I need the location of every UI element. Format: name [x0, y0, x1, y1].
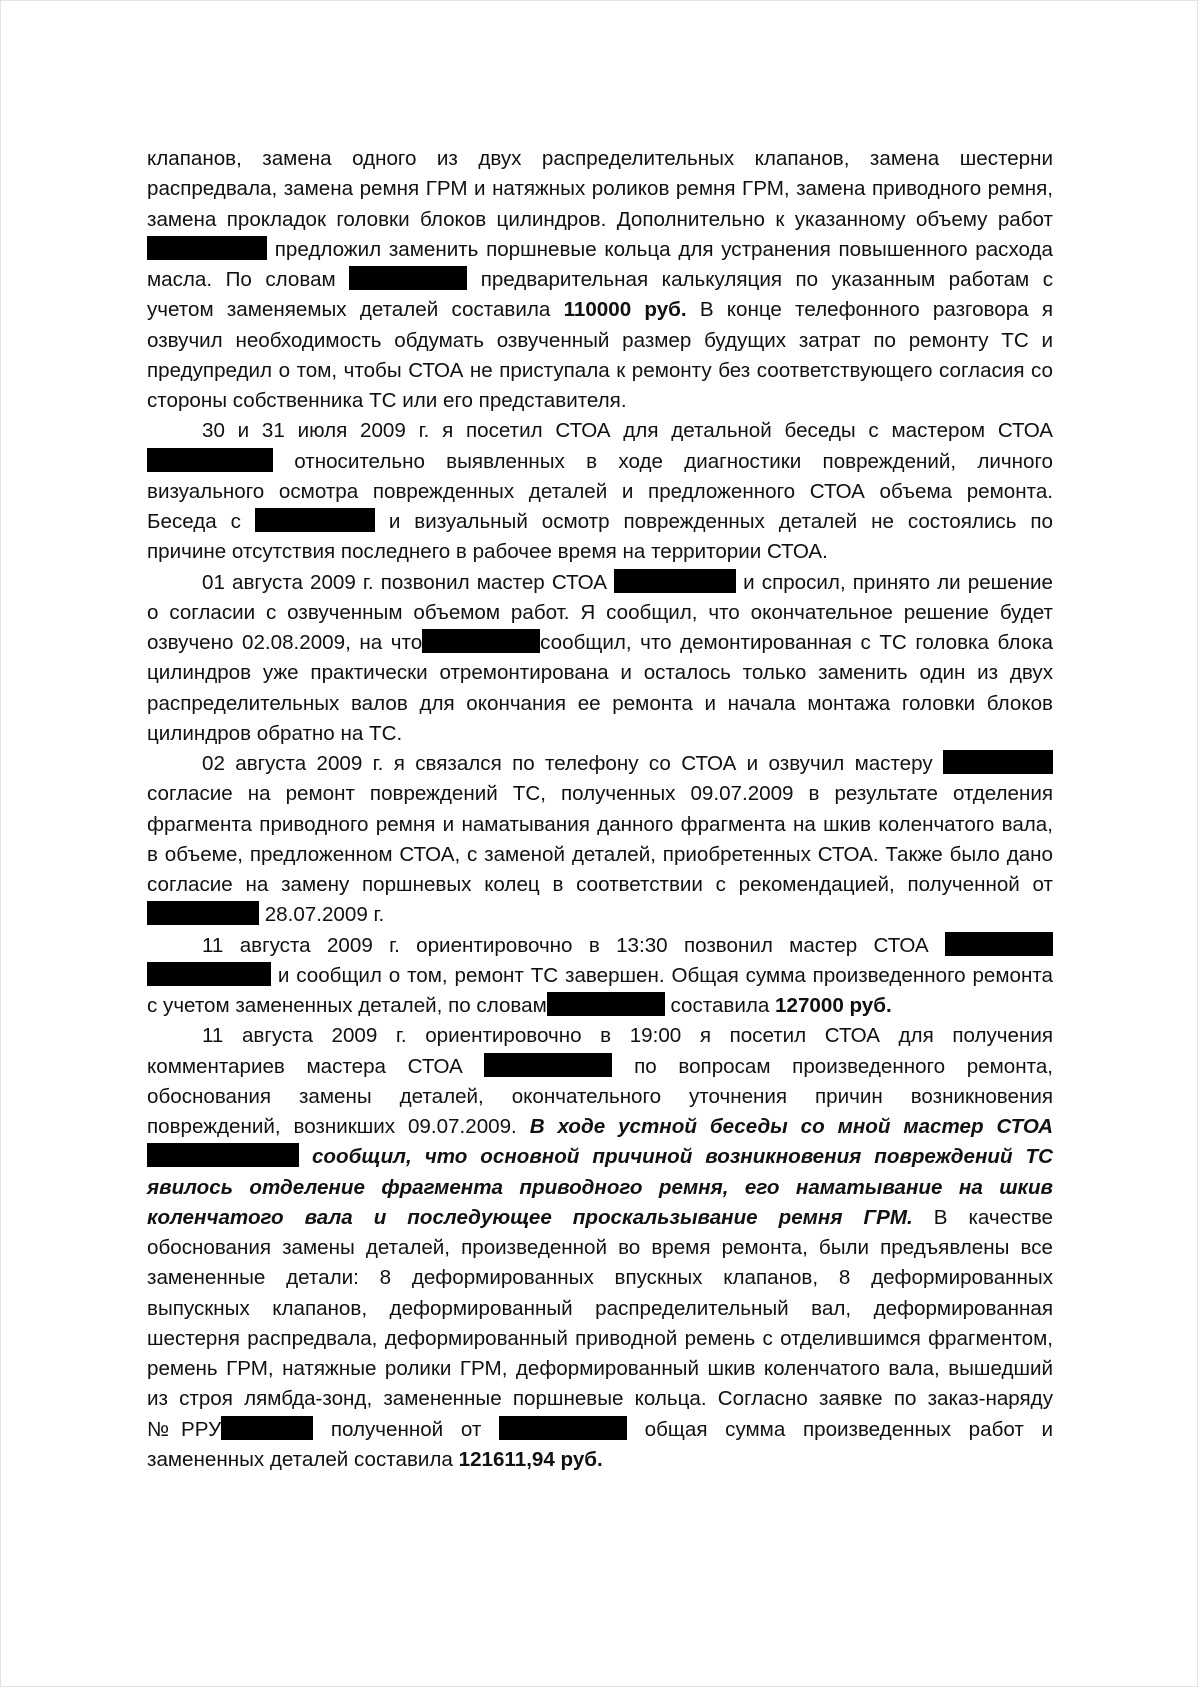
paragraph [147, 749, 1053, 931]
text-segment: общая сумма произведенных работ и замененных деталей составила [147, 1417, 1054, 1471]
redaction-block [547, 992, 665, 1016]
text-segment: и спросил, принято ли решение о согласии с озвученным объемом работ. Я сообщил, что окончательное решение будет озвучено 02.08.2009, на что [147, 570, 1053, 654]
redaction-block [943, 750, 1053, 774]
text-segment: полученной от [313, 1417, 499, 1441]
text-segment: 30 и 31 июля 2009 г. я посетил СТОА для детальной беседы с мастером СТОА [202, 419, 1053, 443]
text-segment: предложил заменить поршневые кольца для устранения повышенного расхода масла. По словам [147, 237, 1053, 291]
emphasized-text: В ходе устной беседы со мной мастер СТОА [529, 1115, 1053, 1138]
redaction-block [945, 932, 1053, 956]
text-segment: и сообщил о том, ремонт ТС завершен. Общая сумма произведенного ремонта с учетом замененных деталей, по словам [147, 963, 1053, 1017]
redaction-block [147, 448, 273, 472]
text-segment: 28.07.2009 г. [259, 903, 385, 927]
text-segment: клапанов, замена одного из двух распределительных клапанов, замена шестерни распредвала, замена ремня ГРМ и натяжных роликов ремня ГРМ, замена приводного ремня, замена прокладок головки блоков цилиндров. Дополнительно к указанному объему работ [147, 147, 1053, 231]
text-segment: 02 августа 2009 г. я связался по телефону со СТОА и озвучил мастеру [202, 752, 943, 775]
text-segment: 11 августа 2009 г. ориентировочно в 19:00 я посетил СТОА для получения комментариев мастера СТОА [147, 1024, 1053, 1078]
emphasized-text: 127000 руб. [775, 994, 892, 1017]
text-segment: составила [664, 994, 776, 1017]
redaction-block [147, 236, 267, 260]
redaction-block [614, 569, 736, 593]
text-segment: сообщил, что демонтированная с ТС головка блока цилиндров уже практически отремонтирована и осталось только заменить один из двух распределительных валов для окончания ее ремонта и начала монтажа головки блоков цилиндров обратно на ТС. [147, 631, 1053, 745]
paragraph [147, 144, 1053, 416]
emphasized-text: 121611,94 руб. [458, 1447, 603, 1471]
redaction-block [221, 1416, 313, 1440]
redaction-block [255, 508, 375, 532]
text-segment: 01 августа 2009 г. позвонил мастер СТОА [202, 570, 615, 594]
document-body [147, 144, 1053, 1475]
emphasized-text: 110000 руб. [563, 298, 687, 322]
text-segment: и визуальный осмотр поврежденных деталей не состоялись по причине отсутствия последнего в рабочее время на территории СТОА. [147, 510, 1053, 564]
paragraph [147, 931, 1053, 1022]
text-segment: по вопросам произведенного ремонта, обоснования замены деталей, окончательного уточнения причин возникновения повреждений, возникших 09.07.2009. [147, 1054, 1054, 1138]
redaction-block [147, 1143, 299, 1167]
redaction-block [499, 1416, 627, 1440]
text-segment: В качестве обоснования замены деталей, произведенной во время ремонта, были предъявлены все замененные детали: 8 деформированных впускных клапанов, 8 деформированных выпускных клапанов, деформированный распределительный вал, деформированная шестерня распредвала, деформированный приводной ремень с отделившимся фрагментом, ремень ГРМ, натяжные ролики ГРМ, деформированный шкив коленчатого вала, вышедший из строя лямбда-зонд, замененные поршневые кольца. Согласно заявке по заказ-наряду №РРУ [147, 1205, 1053, 1441]
text-segment: В конце телефонного разговора я озвучил необходимость обдумать озвученный размер будущих затрат по ремонту ТС и предупредил о том, чтобы СТОА не приступала к ремонту без соответствующего согласия со стороны собственника ТС или его представителя. [147, 298, 1053, 412]
redaction-block [349, 266, 467, 290]
text-segment: относительно выявленных в ходе диагностики повреждений, личного визуального осмотра поврежденных деталей и предложенного СТОА объема ремонта. Беседа с [147, 449, 1053, 533]
paragraph [147, 568, 1053, 750]
redaction-block [422, 629, 540, 653]
paragraph [147, 1021, 1053, 1475]
paragraph [147, 416, 1053, 567]
text-segment: согласие на ремонт повреждений ТС, полученных 09.07.2009 в результате отделения фрагмента приводного ремня и наматывания данного фрагмента на шкив коленчатого вала, в объеме, предложенном СТОА, с заменой деталей, приобретенных СТОА. Также было дано согласие на замену поршневых колец в соответствии с рекомендацией, полученной от [147, 782, 1053, 896]
redaction-block [147, 901, 259, 925]
emphasized-text: сообщил, что основной причиной возникновения повреждений ТС явилось отделение фрагмента приводного ремня, его наматывание на шкив коленчатого вала и последующее проскальзывание ремня ГРМ. [147, 1145, 1053, 1229]
redaction-block [484, 1053, 612, 1077]
text-segment: 11 августа 2009 г. ориентировочно в 13:30 позвонил мастер СТОА [202, 933, 945, 957]
text-segment: предварительная калькуляция по указанным работам с учетом заменяемых деталей составила [147, 268, 1053, 322]
redaction-block [147, 962, 271, 986]
